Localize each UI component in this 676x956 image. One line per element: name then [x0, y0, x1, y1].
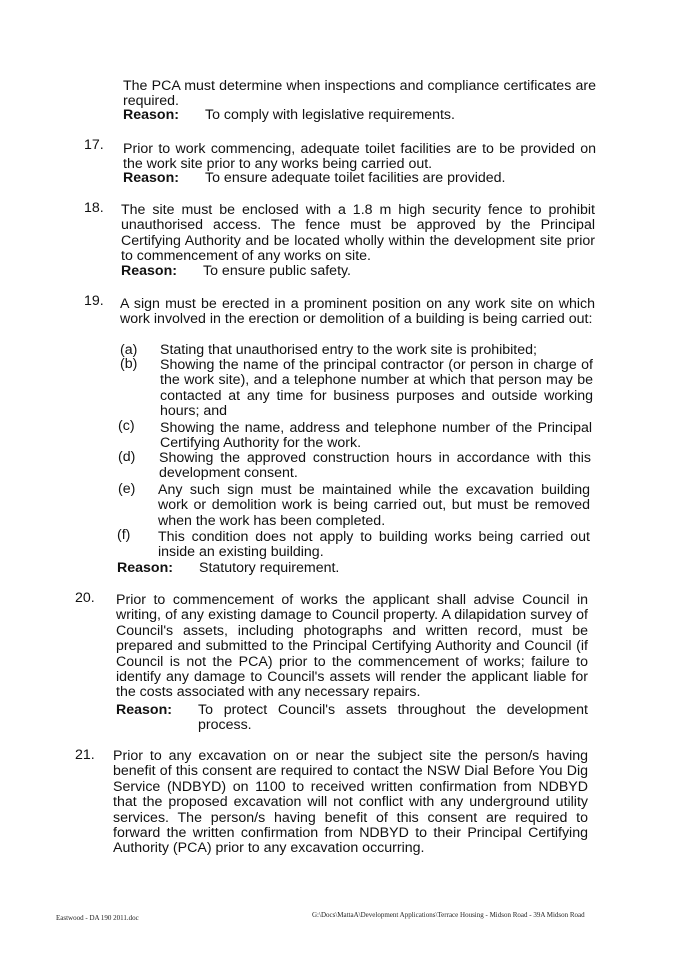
condition-17-number: 17. — [84, 137, 104, 153]
intro-reason — [123, 108, 455, 123]
condition-19-c-text: Showing the name, address and telephone number of the Principal Certifying Authority for the work. — [160, 420, 592, 452]
condition-17-text: Prior to work commencing, adequate toilet facilities are to be provided on the work site prior to any works being carried out. — [123, 141, 596, 173]
reason-text: To ensure adequate toilet facilities are provided. — [205, 170, 506, 186]
reason-label: Reason: — [121, 263, 177, 279]
condition-21-number: 21. — [75, 747, 95, 763]
condition-18-text: The site must be enclosed with a 1.8 m high security fence to prohibit unauthorised access. The fence must be approved by the Principal Certifying Authority and be located wholly within the development site prior to commencement of any works on site. — [121, 202, 595, 265]
condition-19-text: A sign must be erected in a prominent position on any work site on which work involved in the erection or demolition of a building is being carried out: — [120, 296, 595, 328]
footer-filename: Eastwood - DA 190 2011.doc — [56, 914, 139, 922]
condition-19-a-text: Stating that unauthorised entry to the work site is prohibited; — [160, 342, 537, 358]
reason-label: Reason: — [117, 560, 173, 576]
condition-19-e-label: (e) — [118, 481, 136, 497]
reason-label: Reason: — [123, 107, 179, 123]
condition-20-number: 20. — [75, 590, 95, 606]
reason-text: To ensure public safety. — [203, 263, 351, 279]
reason-text: To comply with legislative requirements. — [205, 107, 455, 123]
reason-label: Reason: — [123, 170, 179, 186]
condition-19-e-text: Any such sign must be maintained while the excavation building work or demolition work is being carried out, but must be removed when the work has been completed. — [158, 482, 590, 529]
reason-text: To protect Council's assets throughout the development process. — [198, 702, 588, 734]
condition-19-number: 19. — [84, 293, 104, 309]
reason-label: Reason: — [116, 702, 172, 718]
condition-19-d-text: Showing the approved construction hours in accordance with this development consent. — [159, 450, 591, 482]
condition-19-d-label: (d) — [118, 449, 136, 465]
condition-17-reason — [123, 171, 506, 186]
footer-path: G:\Docs\MattaA\Development Applications\Terrace Housing - Midson Road - 39A Midson Road — [312, 911, 585, 919]
intro-text: The PCA must determine when inspections and compliance certificates are required. — [123, 78, 596, 110]
condition-18-number: 18. — [84, 200, 104, 216]
condition-19-b-label: (b) — [120, 356, 138, 372]
reason-text: Statutory requirement. — [199, 560, 340, 576]
condition-19-b-text: Showing the name of the principal contractor (or person in charge of the work site), and a telephone number at which that person may be contacted at any time for business purposes and outside working hours; and — [160, 357, 593, 420]
condition-21-text: Prior to any excavation on or near the subject site the person/s having benefit of this consent are required to contact the NSW Dial Before You Dig Service (NDBYD) on 1100 to received written confirmation from NDBYD that the proposed excavation will not conflict with any underground utility services. The person/s having benefit of this consent are required to forward the written confirmation from NDBYD to their Principal Certifying Authority (PCA) prior to any excavation occurring. — [113, 748, 588, 857]
condition-19-f-text: This condition does not apply to building works being carried out inside an existing building. — [158, 529, 590, 561]
condition-19-reason — [117, 561, 339, 576]
condition-18-reason — [121, 264, 351, 279]
condition-20-text: Prior to commencement of works the applicant shall advise Council in writing, of any existing damage to Council property. A dilapidation survey of Council's assets, including photographs and written record, must be prepared and submitted to the Principal Certifying Authority and Council (if Council is not the PCA) prior to the commencement of works; failure to identify any damage to Council's assets will render the applicant liable for the costs associated with any necessary repairs. — [116, 592, 588, 701]
condition-20-reason — [116, 703, 588, 735]
condition-19-f-label: (f) — [117, 527, 131, 543]
condition-19-a-label: (a) — [120, 342, 138, 358]
condition-19-c-label: (c) — [118, 418, 135, 434]
